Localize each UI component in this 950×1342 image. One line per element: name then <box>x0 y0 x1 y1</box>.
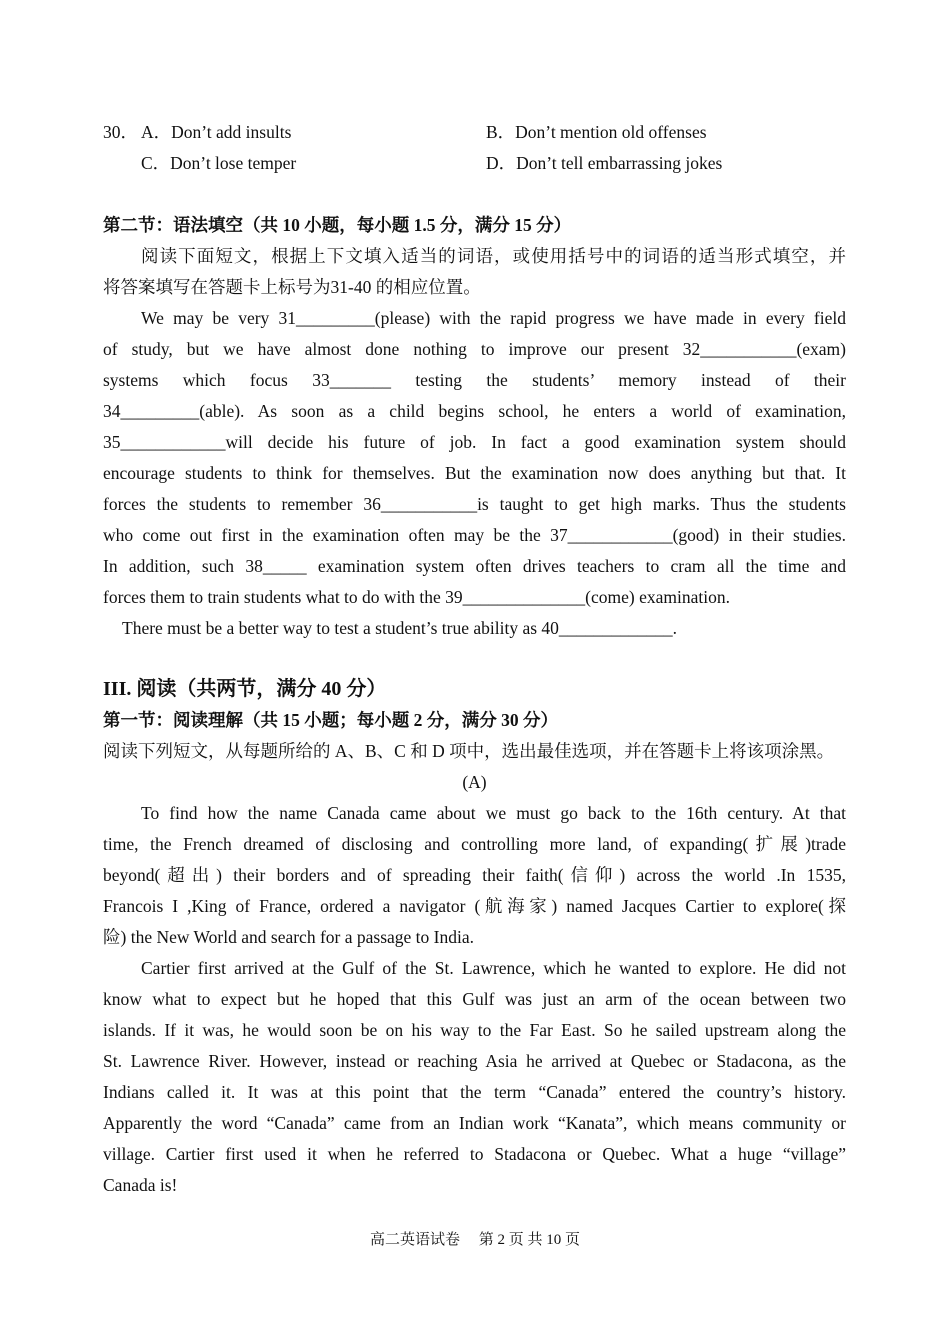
reading-line: St. Lawrence River. However, instead or reaching Asia he arrived at Quebec or Stadacona, as the <box>103 1051 846 1071</box>
page-footer: 高二英语试卷 第 2 页 共 10 页 <box>369 1232 580 1248</box>
q30-option-d: D．Don’t tell embarrassing jokes <box>486 153 723 173</box>
section3-title: III. 阅读（共两节，满分 40 分） <box>103 678 387 700</box>
passage-line: 35____________will decide his future of job. In fact a good examination system should <box>103 432 846 452</box>
reading-line: Apparently the word “Canada” came from an Indian work “Kanata”, which means community or <box>103 1113 846 1133</box>
reading-line: time, the French dreamed of disclosing and controlling more land, of expanding(扩展)trade <box>103 834 846 854</box>
reading-line: Cartier first arrived at the Gulf of the St. Lawrence, which he wanted to explore. He did not <box>141 958 846 978</box>
passage-line: forces them to train students what to do with the 39______________(come) examination. <box>103 587 730 607</box>
reading-line: beyond(超出) their borders and of spreading their faith(信仰) across the world .In 1535, <box>103 865 846 885</box>
passage-line: We may be very 31_________(please) with the rapid progress we have made in every field <box>141 308 846 328</box>
q30-option-c: C．Don’t lose temper <box>141 153 297 173</box>
passage-line: encourage students to think for themselves. But the examination now does anything but that. It <box>103 463 846 483</box>
reading-line: Indians called it. It was at this point that the term “Canada” entered the country’s history. <box>103 1082 846 1102</box>
reading-line: 险) the New World and search for a passage to India. <box>103 927 474 947</box>
section2-heading: 第二节：语法填空（共 10 小题，每小题 1.5 分，满分 15 分） <box>103 215 572 235</box>
reading-line: Francois I ,King of France, ordered a navigator (航海家) named Jacques Cartier to explore(探 <box>103 896 846 916</box>
reading-line: Canada is! <box>103 1175 178 1195</box>
passage-last-line: There must be a better way to test a student’s true ability as 40_____________. <box>122 618 678 638</box>
passage-line: of study, but we have almost done nothing to improve our present 32___________(exam) <box>103 339 846 359</box>
passage-line: forces the students to remember 36___________is taught to get high marks. Thus the students <box>103 494 846 514</box>
q30-option-a: A．Don’t add insults <box>141 122 292 142</box>
q30-option-b: B．Don’t mention old offenses <box>486 122 707 142</box>
section3-subheading: 第一节：阅读理解（共 15 小题；每小题 2 分，满分 30 分） <box>103 710 558 730</box>
section2-instruction-line1: 阅读下面短文，根据上下文填入适当的词语，或使用括号中的词语的适当形式填空，并 <box>141 246 846 266</box>
q30-number: 30． <box>103 122 138 142</box>
reading-line: know what to expect but he hoped that this Gulf was just an arm of the ocean between two <box>103 989 846 1009</box>
passage-line: In addition, such 38_____ examination system often drives teachers to cram all the time and <box>103 556 846 576</box>
reading-line: islands. If it was, he would soon be on his way to the Far East. So he sailed upstream along the <box>103 1020 846 1040</box>
passage-label: (A) <box>462 772 487 792</box>
section3-instruction: 阅读下列短文，从每题所给的 A、B、C 和 D 项中，选出最佳选项，并在答题卡上将该项涂黑。 <box>103 741 835 761</box>
passage-line: 34_________(able). As soon as a child begins school, he enters a world of examination, <box>103 401 846 421</box>
reading-line: To find how the name Canada came about we must go back to the 16th century. At that <box>141 803 846 823</box>
passage-line: systems which focus 33_______ testing the students’ memory instead of their <box>103 370 846 390</box>
section2-instruction-line2: 将答案填写在答题卡上标号为31-40 的相应位置。 <box>103 277 481 297</box>
passage-line: who come out first in the examination often may be the 37____________(good) in their studies. <box>103 525 846 545</box>
reading-line: village. Cartier first used it when he referred to Stadacona or Quebec. What a huge “village” <box>103 1144 846 1164</box>
